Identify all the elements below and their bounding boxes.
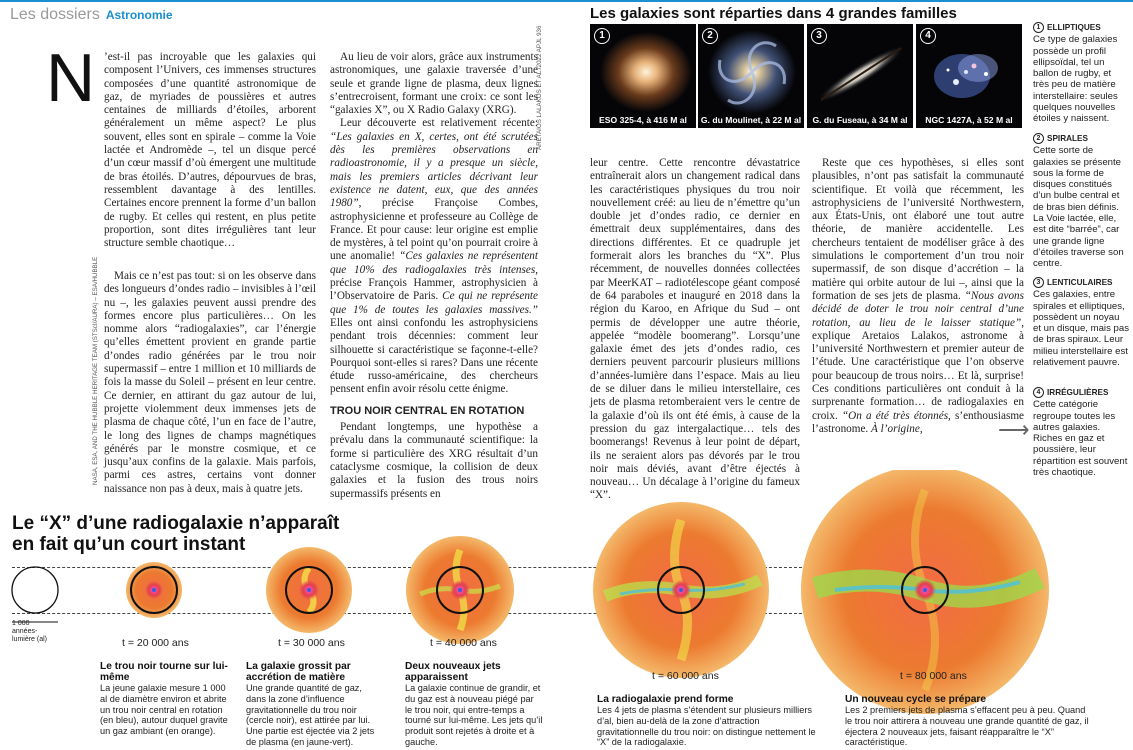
galaxy-type-spiral	[1033, 133, 1129, 270]
quote: “Nous avons décidé de doter le trou noir central d’une rotation, au lieu de le laisser statique”	[812, 289, 1024, 329]
type-title: IRRÉGULIÈRES	[1047, 388, 1109, 397]
galaxy-type-irregular	[1033, 387, 1129, 478]
paragraph	[812, 157, 1024, 436]
type-heading	[1033, 22, 1129, 33]
subheading: TROU NOIR CENTRAL EN ROTATION	[330, 404, 525, 417]
galaxy-caption: G. du Fuseau, à 34 M al	[812, 115, 908, 125]
step-text: La galaxie continue de grandir, et du gaz est à nouveau piégé par le trou noir, qui entre-temps a tourné sur lui-même. Les jets qu’il produit sont rejetés à droite et à gauche.	[405, 683, 543, 747]
time-label: t = 30 000 ans	[278, 637, 345, 649]
text: , précise François Hammer, astrophysicien à l’Observatoire de Paris.	[330, 263, 538, 303]
galaxy-type-elliptical	[1033, 22, 1129, 125]
top-rule	[0, 0, 1133, 2]
type-number: 2	[1033, 133, 1044, 144]
type-number: 3	[1033, 277, 1044, 288]
rubric	[10, 6, 173, 24]
photo-credit-left: NASA, ESA, AND THE HUBBLE HERITAGE TEAM (STScI/AURA) – ESA/HUBBLE	[92, 256, 99, 485]
article-column-2	[330, 51, 538, 501]
rubric-section: Les dossiers	[10, 6, 100, 23]
galaxy-photo-spiral	[698, 24, 804, 128]
article-column-1b	[104, 270, 316, 496]
quote: “On a été très étonnés,	[841, 409, 951, 422]
step-1	[100, 661, 228, 737]
paragraph: ’est-il pas incroyable que les galaxies qui composent l’Univers, ces immenses structures composées d’une quantité astronomique de gaz, de myriades de poussières et autres centaines de milliards d’étoiles, arborent généralement un même aspect? Le plus souvent, elles sont en spirale – comme la Voie lactée et Andromède –, tel un disque percé d’un cœur massif d’où émergent une multitude de bras étoilés. D’autres, dépourvues de bras, ressemblent davantage à des lentilles. Certaines encore prennent la forme d’un ballon de rugby. Et celles qui restent, en plus petite proportion, sont dites irrégulières tant leur structure semble chaotique…	[104, 51, 316, 250]
step-2	[246, 661, 382, 748]
photo-credit-right: ARETAIOS LALAKOS ET AL./2022 APJL 936	[536, 25, 543, 150]
galaxy-photo-elliptical	[590, 24, 696, 128]
type-title: ELLIPTIQUES	[1047, 23, 1101, 32]
paragraph: Mais ce n’est pas tout: si on les observe dans des longueurs d’ondes radio – invisibles à l’œil nu –, les galaxies peuvent aussi prendre des formes encore plus particulières… On les nomme alors “radiogalaxies”, car l’énergie qu’elles émettent provient en grande partie d’ondes radio générées par le trou noir supermassif – entre 1 million et 10 milliards de fois la masse du Soleil – présent en leur centre. Ce dernier, en attirant du gaz autour de lui, projette violemment deux immenses jets de plasma de chaque côté, l’un en face de l’autre, le long des lignes de champs magnétiques générés par le monstre cosmique, et ce jusqu’aux confins de la galaxie. Mais parfois, parmi ces astres, certains vont donner naissance non pas à deux, mais à quatre jets.	[104, 270, 316, 495]
type-number: 1	[1033, 22, 1044, 33]
galaxy-number: 2	[702, 28, 718, 44]
galaxy-number: 3	[811, 28, 827, 44]
text: Leur découverte est relativement récente:	[340, 117, 538, 130]
type-text: Cette sorte de galaxies se présente sous la forme de disques constitués d’un bulbe central et de bras bien définis. La Voie lactée, elle, est dite “barrée”, car une grande ligne d’étoiles traverse son centre.	[1033, 145, 1124, 270]
paragraph: leur centre. Cette rencontre dévastatrice entraînerait alors un changement radical dans les caractéristiques physiques du trou noir nouvellement créé: au lieu de n’émettre qu’un double jet d’ondes radio, ce dernier en émettrait deux supplémentaires, dans des directions différentes. Et ce quadruple jet formerait alors les branches du “X”. Plus récemment, de nouvelles données collectées par MeerKAT – radiotélescope géant composé de 64 paraboles et inauguré en 2018 dans la région du Karoo, en Afrique du Sud – ont permis de développer une autre théorie, appelée “modèle boomerang”. Lorsqu’une galaxie émet des jets d’ondes radio, ces derniers peuvent parcourir plusieurs millions d’années-lumière dans l’espace. Mais au lieu de se diluer dans le milieu interstellaire, ces jets de plasma retomberaient vers le centre de la galaxie d’où ils ont été émis, à cause de la pression du gaz intergalactique… tels des boomerangs! Revenus à leur point de départ, ils ne seraient alors pas dévorés par le trou noir mais déviés, avant d’être éjectés à nouveau… Un décalage à l’origine du fameux “X”.	[590, 157, 800, 502]
galaxy-stage-4	[593, 502, 769, 678]
scale-label: 1 000 années-lumière (al)	[12, 620, 48, 643]
quote: “Ces galaxies ne représentent que 10% des radiogalaxies très intenses	[330, 250, 538, 276]
text: , précise Françoise Combes, astrophysicienne et professeure au Collège de France. Et pour cause: leur origine est emplie de mystères, à tel point qu’on pourrait croire à une anomalie!	[330, 197, 538, 263]
type-heading	[1033, 277, 1129, 288]
quote: À l’origine,	[871, 422, 923, 435]
step-text: Une grande quantité de gaz, dans la zone d’influence gravitationnelle du trou noir (cercle noir), est attirée par lui. Une partie est éjectée via 2 jets de plasma (en jaune-vert).	[246, 683, 375, 747]
type-heading	[1033, 387, 1129, 398]
quote: “Les galaxies en X, certes, ont été scrutées dès les premières observations en radioastronomie, il y a presque un siècle, mais les premiers articles décrivant leur existence ne datent, eux, que des années 1980”	[330, 130, 538, 210]
text: Reste que ces hypothèses, si elles sont plausibles, n’ont pas satisfait la communauté scientifique. Et voilà que récemment, les astrophysiciens de l’université Northwestern, aux États-Unis, ont élaboré une tout autre théorie, de manière accidentelle. Les chercheurs tentaient de modéliser grâce à des simulations le comportement d’un trou noir supermassif, de son disque d’accrétion – la matière qui orbite autour de lui –, ainsi que la formation de ses jets de plasma.	[812, 157, 1024, 302]
title-line: en fait qu’un court instant	[12, 534, 246, 555]
step-text: Les 2 premiers jets de plasma s’effacent peu à peu. Quand le trou noir attirera à nouveau une grande quantité de gaz, il éjectera 2 nouveaux jets, faisant réapparaître le “X” caractéristique.	[845, 705, 1089, 748]
title-line: Le “X” d’une radiogalaxie n’apparaît	[12, 513, 340, 534]
paragraph: Au lieu de voir alors, grâce aux instruments astronomiques, une galaxie traversée d’une seule et grande ligne de plasma, deux lignes s’entrecroisent, formant une croix: ce sont les “galaxies X”, ou X Radio Galaxy (XRG).	[330, 51, 538, 117]
galaxy-photo-lenticular	[807, 24, 913, 128]
article-column-4	[812, 157, 1024, 436]
galaxy-number: 1	[594, 28, 610, 44]
type-text: Ces galaxies, entre spirales et elliptiques, possèdent un noyau et un disque, mais pas de bras spiraux. Leur milieu interstellaire est relativement pauvre.	[1033, 289, 1129, 369]
quote: Ce qui ne représente que 1% de toutes les galaxies massives.”	[330, 290, 538, 316]
step-title: Un nouveau cycle se prépare	[845, 694, 986, 705]
galaxy-caption: ESO 325-4, à 416 M al	[599, 115, 687, 125]
galaxy-stage-2	[266, 547, 352, 633]
step-title: Deux nouveaux jets apparaissent	[405, 661, 501, 683]
step-title: La galaxie grossit par accrétion de matière	[246, 661, 351, 683]
text: Elles ont ainsi confondu les astrophysiciens pendant trois décennies: comment leur silhouette si caractéristique se façonne-t-elle? Pourquoi sont-elles si rares? Dans une récente étude russo-américaine, des chercheurs pensent enfin avoir résolu cette énigme.	[330, 316, 538, 396]
continue-arrow-icon: ⟶	[998, 417, 1030, 442]
text: s’enthousiasme l’astronome.	[812, 409, 1024, 435]
type-title: LENTICULAIRES	[1047, 278, 1113, 287]
step-3	[405, 661, 543, 748]
paragraph	[330, 117, 538, 396]
time-label: t = 60 000 ans	[652, 670, 719, 682]
step-text: Les 4 jets de plasma s’étendent sur plusieurs milliers d’al, bien au-delà de la zone d’attraction gravitationnelle du trou noir: on distingue nettement le “X” de la radiogalaxie.	[597, 705, 816, 748]
type-title: SPIRALES	[1047, 134, 1088, 143]
type-text: Cette catégorie regroupe toutes les autres galaxies. Riches en gaz et poussière, leur répartition est souvent très chaotique.	[1033, 399, 1128, 479]
text: , explique Aretaios Lalakos, astronome à l’université Northwestern et premier auteur de l’étude. Une caractéristique que l’on observe pour beaucoup de trous noirs… Et là, surprise! Ces conditions particulières ont conduit à la surprenante formation… de radiogalaxies en croix.	[812, 316, 1024, 422]
time-label: t = 80 000 ans	[900, 670, 967, 682]
step-4	[597, 694, 819, 748]
step-5	[845, 694, 1095, 748]
article-column-1	[104, 51, 316, 250]
step-text: La jeune galaxie mesure 1 000 al de diamètre environ et abrite un trou noir central en rotation (en bleu), autour duquel gravite un gaz ambiant (en orange).	[100, 683, 228, 737]
galaxy-type-lenticular	[1033, 277, 1129, 368]
type-text: Ce type de galaxies possède un profil ellipsoïdal, tel un ballon de rugby, et très peu de matière interstellaire: seules quelques nouvelles étoiles y naissent.	[1033, 34, 1118, 125]
galaxies-title: Les galaxies sont réparties dans 4 grandes familles	[590, 5, 957, 22]
rubric-tag: Astronomie	[105, 8, 173, 22]
galaxy-number: 4	[920, 28, 936, 44]
galaxy-caption: NGC 1427A, à 52 M al	[925, 115, 1013, 125]
galaxy-stage-1	[126, 562, 182, 618]
drop-cap: N	[46, 40, 96, 116]
article-column-3	[590, 157, 800, 503]
scale-circle	[12, 567, 58, 622]
time-label: t = 20 000 ans	[122, 637, 189, 649]
type-number: 4	[1033, 387, 1044, 398]
galaxy-stage-3	[406, 536, 514, 644]
type-heading	[1033, 133, 1129, 144]
galaxy-photo-irregular	[916, 24, 1022, 128]
galaxy-caption: G. du Moulinet, à 22 M al	[700, 115, 802, 125]
paragraph: Pendant longtemps, une hypothèse a prévalu dans la communauté scientifique: la forme si particulière des XRG résultait d’un cataclysme cosmique, la collision de deux galaxies et la fusion des trous noirs supermassifs présents en	[330, 421, 538, 500]
step-title: Le trou noir tourne sur lui-même	[100, 661, 228, 683]
step-title: La radiogalaxie prend forme	[597, 694, 734, 705]
time-label: t = 40 000 ans	[430, 637, 497, 649]
